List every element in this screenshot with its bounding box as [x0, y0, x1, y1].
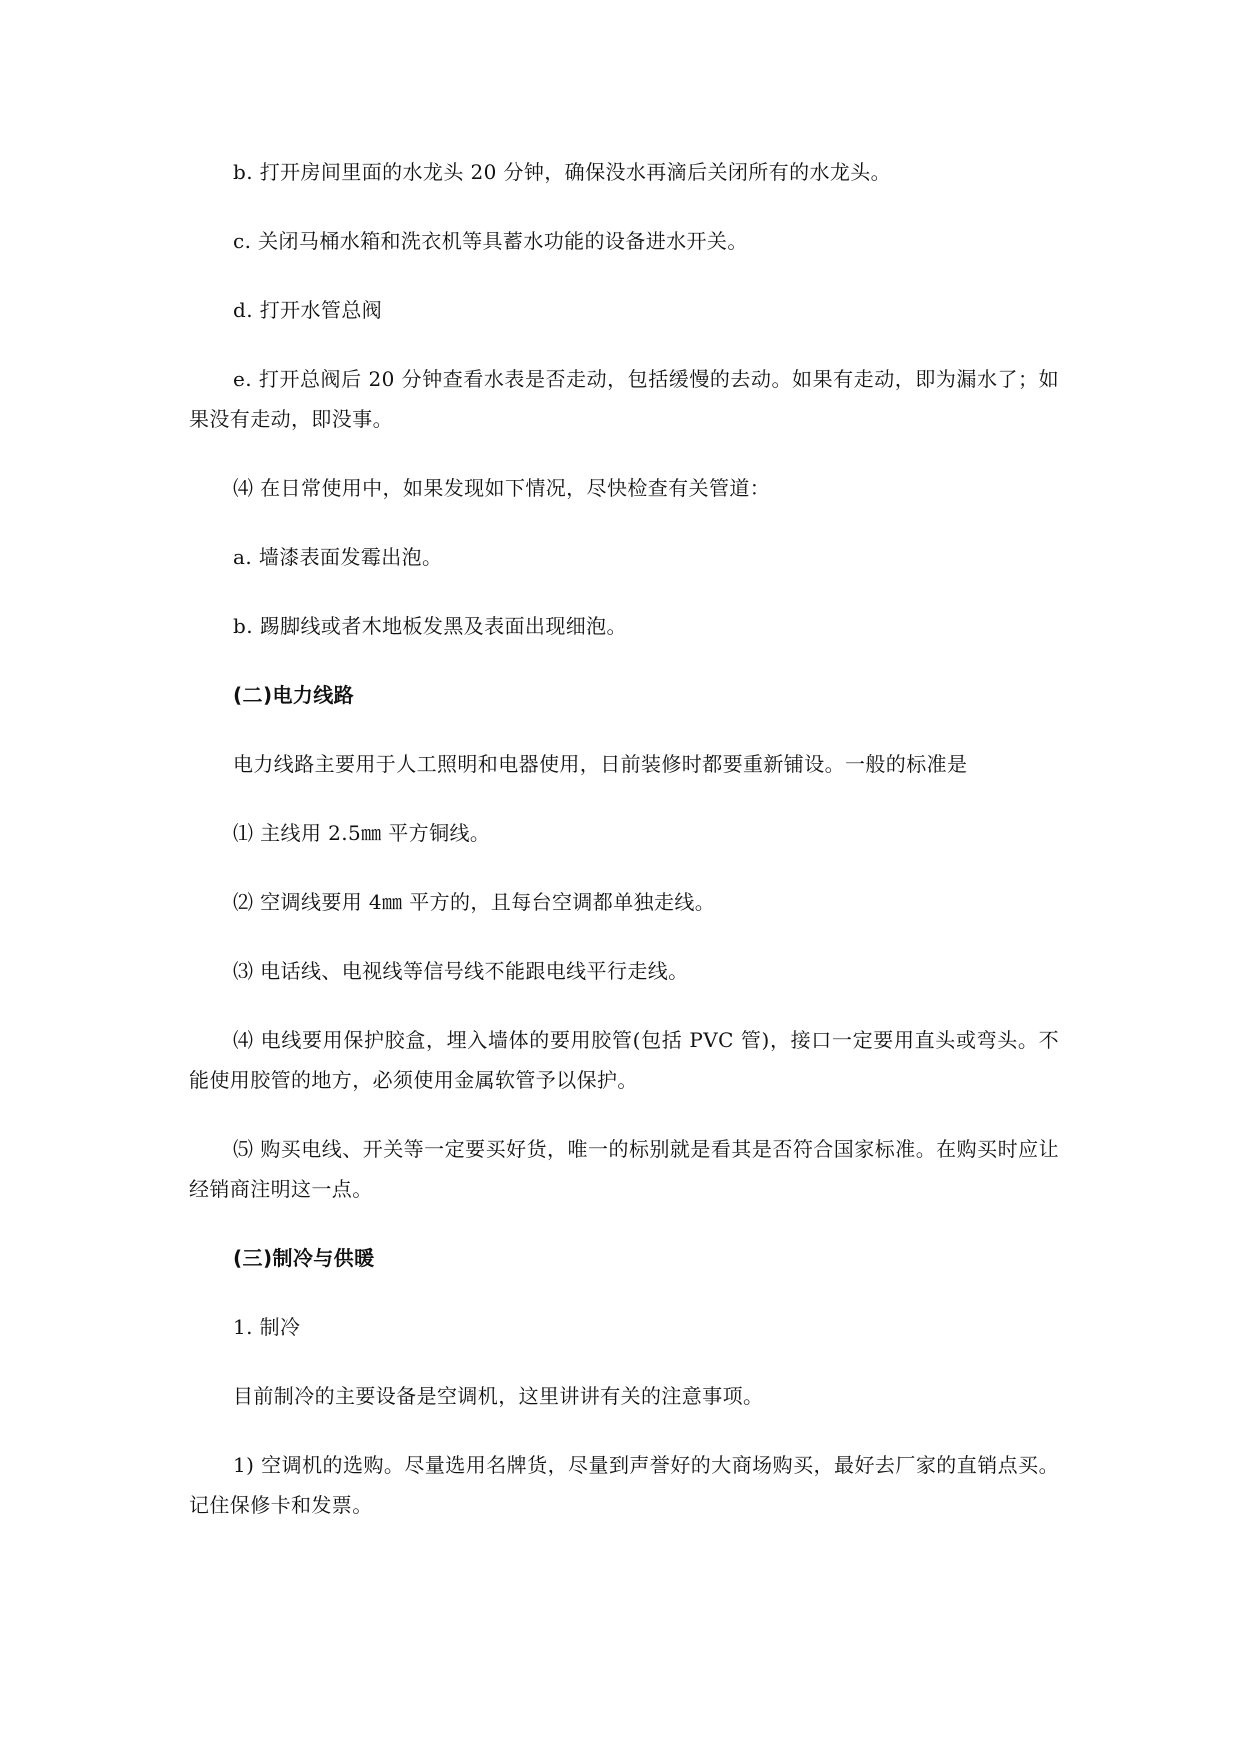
paragraph: d. 打开水管总阀: [233, 298, 383, 322]
paragraph: a. 墙漆表面发霉出泡。: [233, 545, 443, 569]
paragraph: ⑵ 空调线要用 4㎜ 平方的，且每台空调都单独走线。: [233, 890, 716, 914]
paragraph: ⑷ 电线要用保护胶盒，埋入墙体的要用胶管(包括 PVC 管)，接口一定要用直头或弯头。不能使用胶管的地方，必须使用金属软管予以保护。: [189, 1028, 1059, 1092]
section-heading: (三)制冷与供暖: [233, 1246, 375, 1270]
paragraph: ⑴ 主线用 2.5㎜ 平方铜线。: [233, 821, 491, 845]
paragraph: 1. 制冷: [233, 1315, 301, 1339]
paragraph: 1) 空调机的选购。尽量选用名牌货，尽量到声誉好的大商场购买，最好去厂家的直销点买。记住保修卡和发票。: [189, 1453, 1059, 1517]
paragraph: b. 打开房间里面的水龙头 20 分钟，确保没水再滴后关闭所有的水龙头。: [233, 160, 892, 184]
paragraph: e. 打开总阀后 20 分钟查看水表是否走动，包括缓慢的去动。如果有走动，即为漏水了；如果没有走动，即没事。: [189, 367, 1059, 431]
paragraph: ⑷ 在日常使用中，如果发现如下情况，尽快检查有关管道：: [233, 476, 771, 500]
paragraph: ⑸ 购买电线、开关等一定要买好货，唯一的标别就是看其是否符合国家标准。在购买时应让经销商注明这一点。: [189, 1137, 1059, 1201]
paragraph: b. 踢脚线或者木地板发黑及表面出现细泡。: [233, 614, 627, 638]
paragraph: ⑶ 电话线、电视线等信号线不能跟电线平行走线。: [233, 959, 689, 983]
paragraph: c. 关闭马桶水箱和洗衣机等具蓄水功能的设备进水开关。: [233, 229, 748, 253]
paragraph: 电力线路主要用于人工照明和电器使用，日前装修时都要重新铺设。一般的标准是: [233, 752, 968, 776]
document-body: [189, 152, 1059, 1554]
section-heading: (二)电力线路: [233, 683, 355, 707]
paragraph: 目前制冷的主要设备是空调机，这里讲讲有关的注意事项。: [233, 1384, 764, 1408]
